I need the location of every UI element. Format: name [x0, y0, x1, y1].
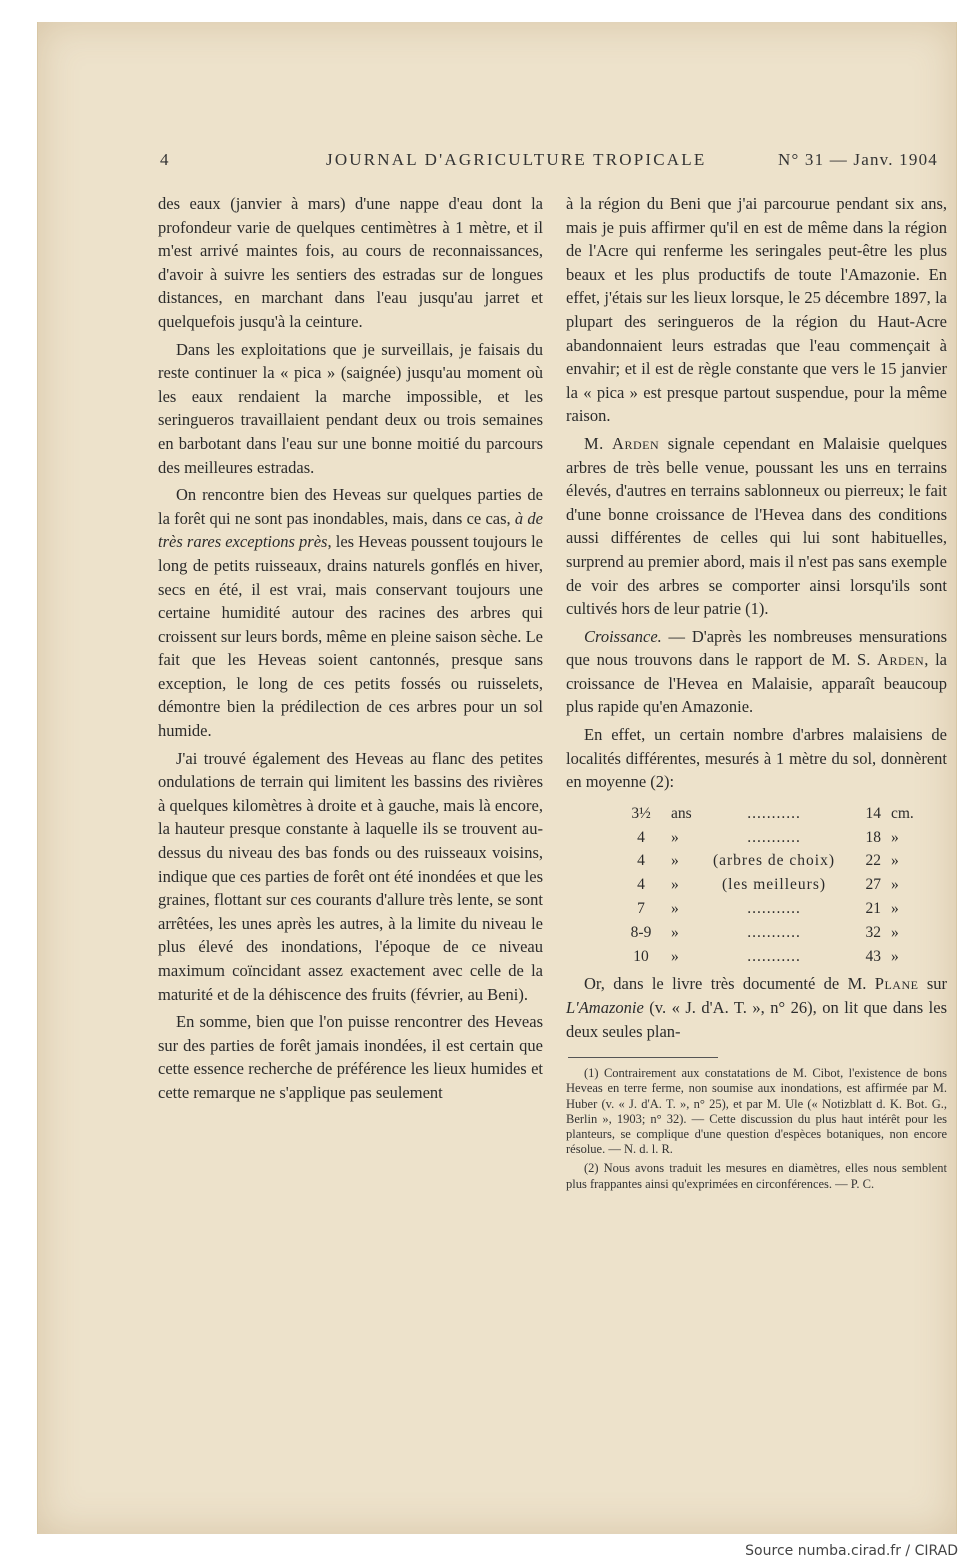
source-credit: Source numba.cirad.fr / CIRAD [745, 1543, 958, 1559]
paragraph: On rencontre bien des Heveas sur quelques parties de la forêt qui ne sont pas inondables, mais, dans ce cas, à de très rares exceptions près, les Heveas poussent toujours le long de petits ruisseaux, drains naturels gonflés en hiver, secs en été, il est vrai, mais conservant toujours une certaine humidité autour des racines des arbres qui croissent sur leurs bords, même en pleine saison sèche. Le fait que les Heveas soient cantonnés, presque sans exception, le long de ces petits fossés ou ruisselets, démontre bien la prédilection de ces arbres pour un sol humide. [158, 485, 543, 741]
footnote: (1) Contrairement aux constatations de M. Cibot, l'existence de bons Heveas en terre ferme, non soumise aux inondations, est affirmée par M. Huber (v. « J. d'A. T. », n° 25), et par M. Ule (« Notizblatt d. K. Bot. G., Berlin », 1903; n° 32). — Cette discussion du plus haut intérêt pour les planteurs, se complique d'une question d'espèces botaniques, non encore résolue. — N. d. l. R. [566, 1066, 947, 1157]
issue-date: N° 31 — Janv. 1904 [778, 150, 938, 169]
page-number: 4 [160, 150, 171, 169]
author-name: M. Arden [584, 433, 660, 453]
paragraph: à la région du Beni que j'ai parcourue pendant six ans, mais je puis affirmer qu'il en est de même dans la région de l'Acre qui renferme les seringales peut-être les plus beaux et les plus productifs de toute l'Amazonie. En effet, j'étais sur les lieux lorsque, le 25 décembre 1897, la plupart des seringueros de la région du Haut-Acre abandonnaient leurs estradas que l'eau commençait à envahir; et il est de règle constante que vers le 15 janvier la « pica » est presque partout suspendue, pour la même raison. [566, 194, 947, 426]
table-row: 10 » ........... 43 » [633, 947, 899, 965]
paragraph: Dans les exploitations que je surveillais, je faisais du reste continuer la « pica » (saignée) jusqu'au moment où les eaux rendaient la marche impossible, et les seringueros travaillaient pendant deux ou trois semaines en barbotant dans l'eau sur une bonne moitié du parcours des meilleures estradas. [158, 339, 543, 477]
author-name: Plane [874, 974, 919, 994]
table-row: 7 » ........... 21 » [637, 900, 899, 918]
paragraph: Croissance. — D'après les nombreuses mensurations que nous trouvons dans le rapport de M. S. Arden, la croissance de l'Hevea en Malaisie, apparaît beaucoup plus rapide qu'en Amazonie. [566, 626, 947, 717]
table-row: 8-9 » ........... 32 » [630, 923, 899, 941]
paragraph: Or, dans le livre très documenté de M. Plane sur L'Amazonie (v. « J. d'A. T. », n° 26), on lit que dans les deux seules plan- [566, 974, 947, 1041]
paragraph: des eaux (janvier à mars) d'une nappe d'eau dont la profondeur varie de quelques centimètres à 1 mètre, et il m'est arrivé maintes fois, au cours de reconnaissances, d'avoir à suivre les sentiers des estradas sur de longues distances, en marchant dans l'eau jusqu'au jarret et quelquefois jusqu'à la ceinture. [158, 194, 543, 331]
section-heading: Croissance. [584, 626, 662, 646]
footnote: (2) Nous avons traduit les mesures en diamètres, elles nous semblent plus frappantes ainsi qu'exprimées en circonférences. — P. C. [566, 1161, 947, 1191]
paragraph: J'ai trouvé également des Heveas au flanc des petites ondulations de terrain qui limitent les bassins des rivières à quelques kilomètres à droite et à gauche, mais là encore, la hauteur presque constante à laquelle ils se trouvent au-dessus du niveau des bas fonds ou des ruisseaux voisins, indique que ces parties de forêt ont été inondées et que les graines, flottant sur ces courants d'allure très lente, se sont arrêtées, les unes après les autres, à la limite du niveau le plus élevé des inondations, l'époque de ce niveau maximum coïncidant assez exactement avec celle de la maturité et de la déhiscence des fruits (février, au Beni). [158, 748, 543, 1004]
author-name: Arden [877, 650, 925, 670]
table-row: 3½ ans ........... 14 cm. [631, 804, 914, 822]
left-column [158, 192, 543, 1105]
journal-title: JOURNAL D'AGRICULTURE TROPICALE [326, 150, 707, 169]
book-title: L'Amazonie [566, 998, 644, 1018]
paragraph: En somme, bien que l'on puisse rencontrer des Heveas sur des parties de forêt jamais inondées, il est certain que cette essence recherche de préférence les lieux humides et cette remarque ne s'applique pas seulement [158, 1012, 543, 1102]
table-row: 4 » (les meilleurs) 27 » [637, 876, 899, 894]
paragraph: M. Arden signale cependant en Malaisie quelques arbres de très belle venue, poussant les uns en terrains élevés, d'autres en terrains sablonneux ou pierreux; le fait d'une bonne croissance de l'Hevea dans des conditions aussi différentes de celles qui lui sont habituelles, surprend au premier abord, mais il n'est pas sans exemple de voir des arbres se comporter ainsi lorsqu'ils sont cultivés hors de leur patrie (1). [566, 433, 948, 619]
right-column [566, 192, 947, 1192]
italic-phrase: à de très rares exceptions près [158, 508, 543, 552]
table-row: 4 » (arbres de choix) 22 » [637, 852, 899, 870]
table-row: 4 » ........... 18 » [637, 828, 899, 846]
paragraph: En effet, un certain nombre d'arbres malaisiens de localités différentes, mesurés à 1 mètre du sol, donnèrent en moyenne (2): [566, 725, 947, 792]
footnote-divider [568, 1057, 718, 1058]
measurements-table [616, 802, 930, 969]
